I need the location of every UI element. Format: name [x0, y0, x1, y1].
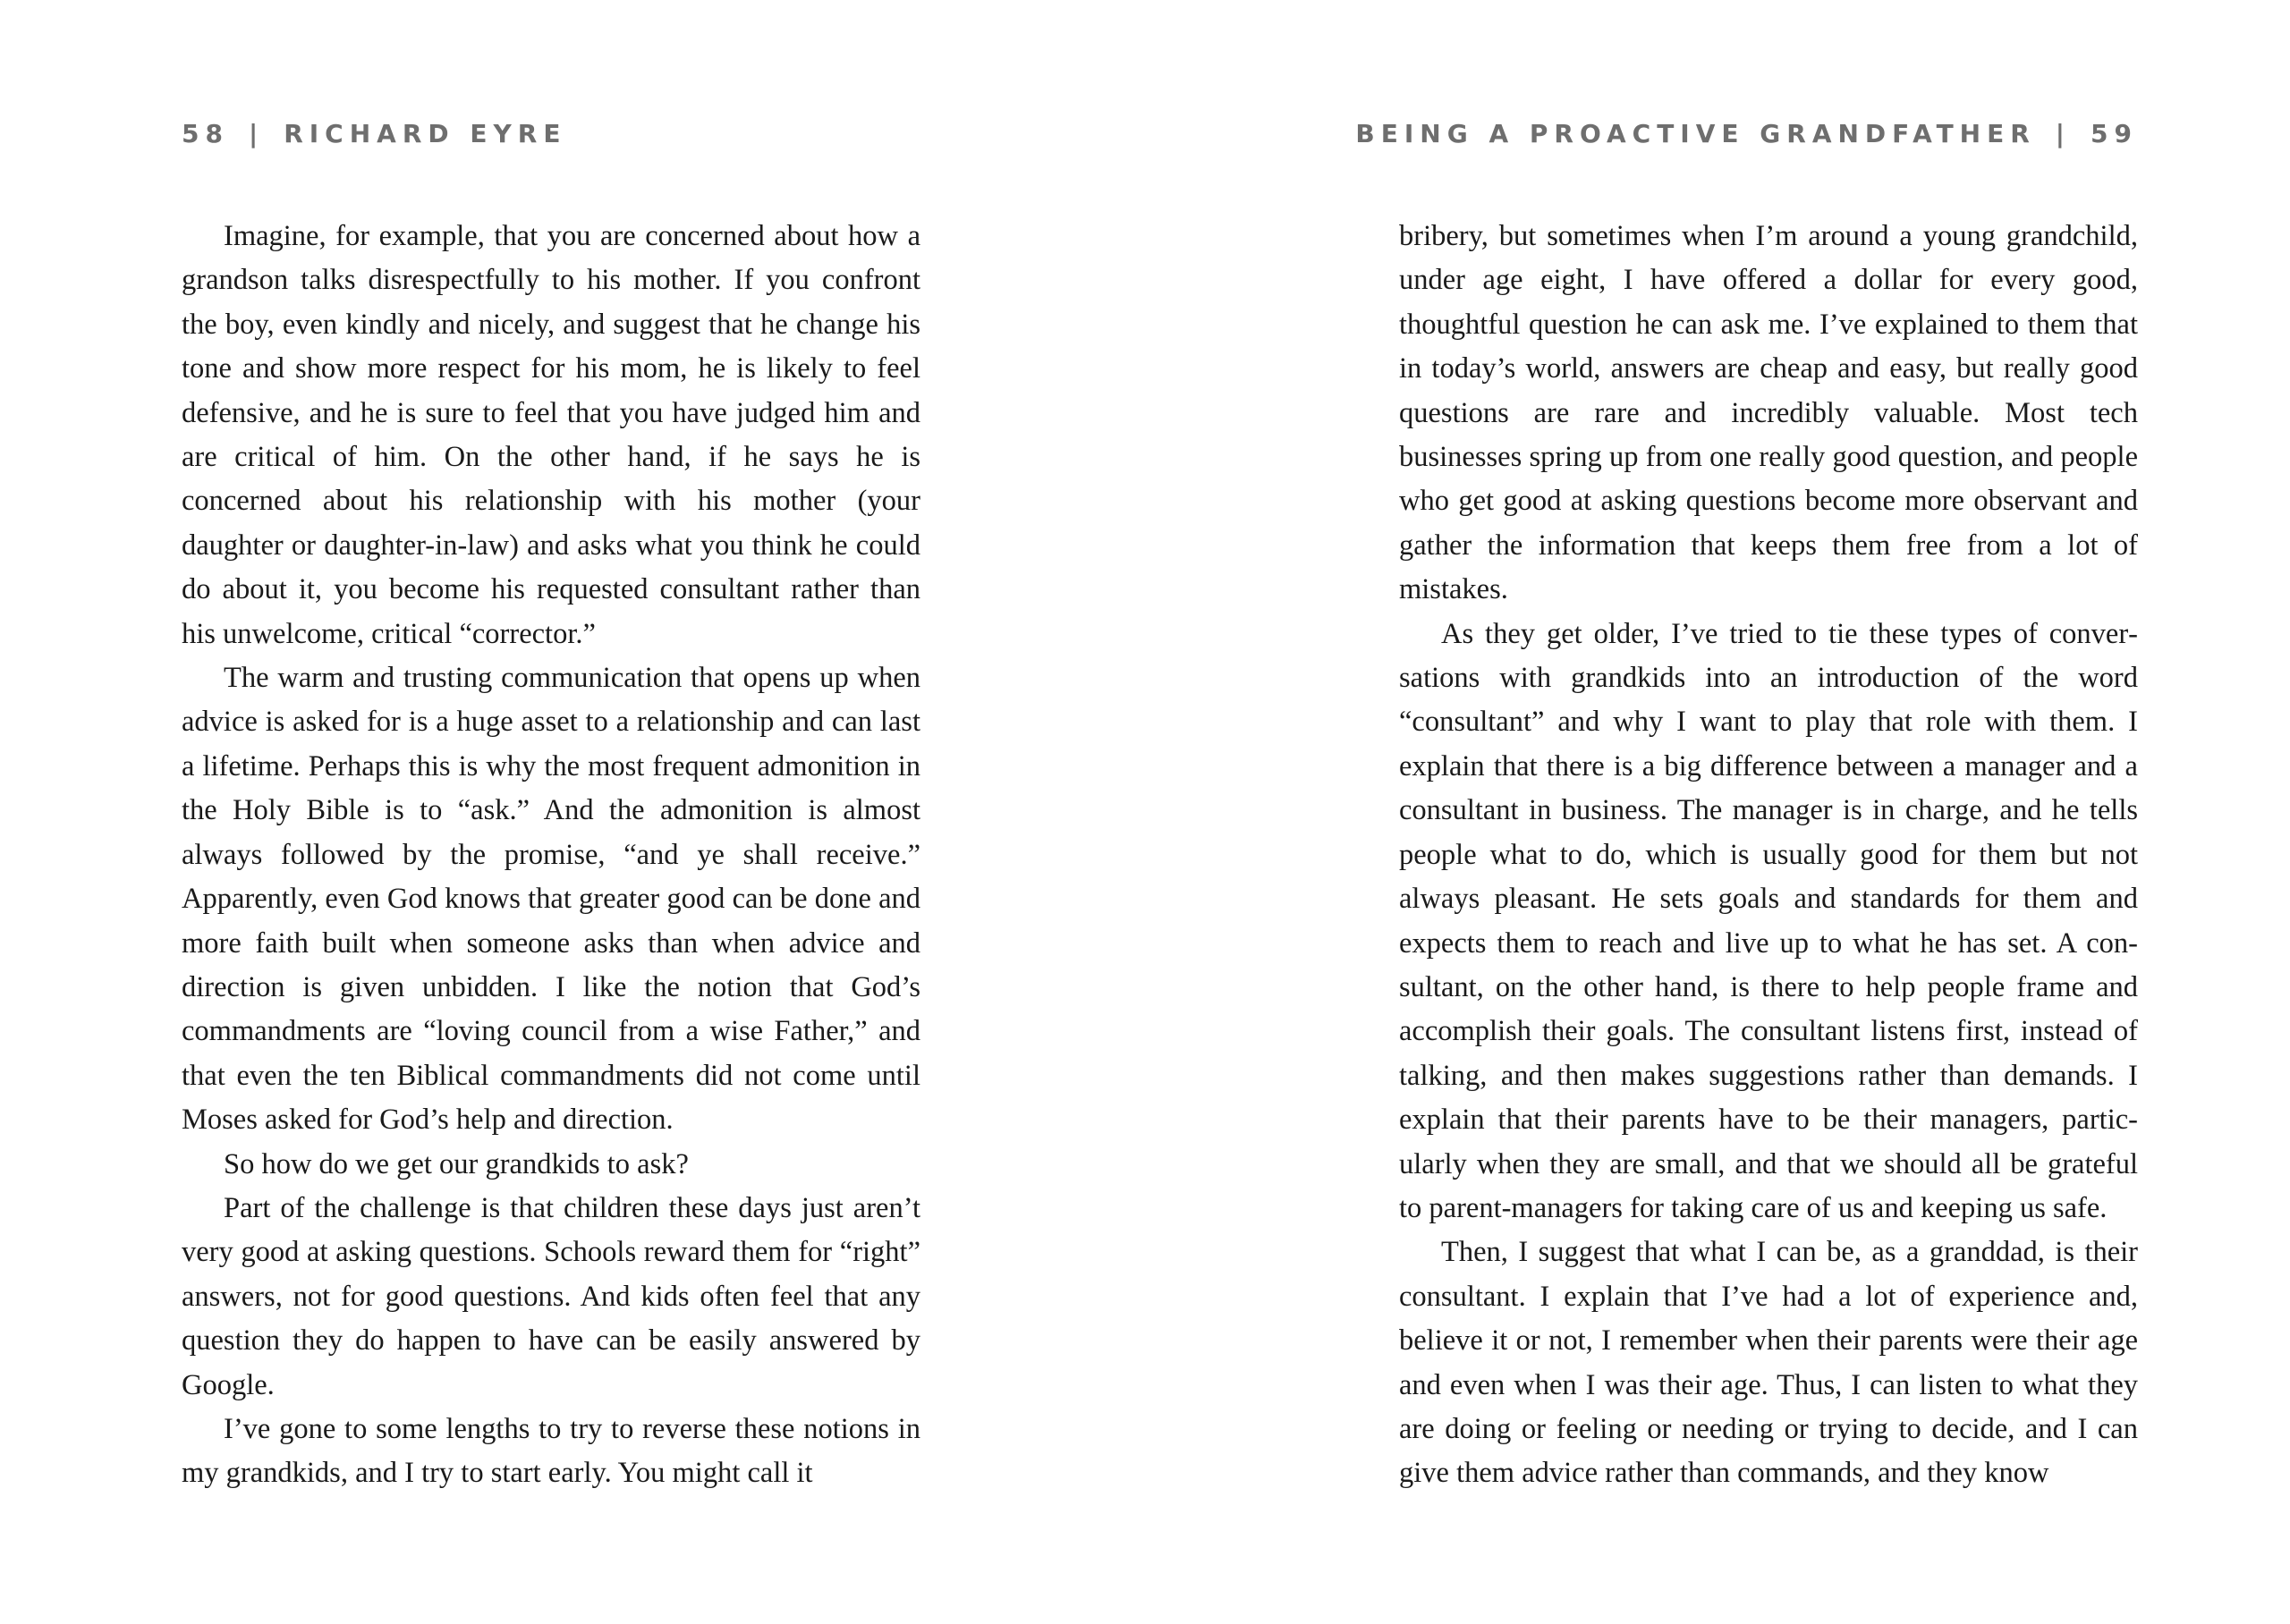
- paragraph: I’ve gone to some lengths to try to reverse these notions in my grandkids, and I try to start early. You might call it: [182, 1412, 920, 1490]
- paragraph: Part of the challenge is that children these days just aren’t very good at asking questions. Schools reward them for “right” answers, not for good questions. And kids often feel that any question they do happen to have can be easily answered by Google.: [182, 1191, 920, 1401]
- right-page: [1145, 0, 2290, 1624]
- right-head-separator: |: [2055, 119, 2072, 148]
- left-body-text: [182, 215, 920, 1496]
- left-author-name: RICHARD EYRE: [284, 119, 567, 148]
- right-book-title: BEING A PROACTIVE GRANDFATHER: [1355, 119, 2036, 148]
- paragraph: As they get older, I’ve tried to tie these types of conversations with grandkids into an introduction of the word “consultant” and why I want to play that role with them. I explain that there is a big difference between a manager and a consultant in business. The manager is in charge, and he tells people what to do, which is usually good for them but not always pleasant. He sets goals and standards for them and expects them to reach and live up to what he has set. A consultant, on the other hand, is there to help people frame and accomplish their goals. The consultant listens first, instead of talking, and then makes suggestions rather than demands. I explain that their parents have to be their managers, particularly when they are small, and that we should all be grateful to parent-managers for taking care of us and keeping us safe.: [1399, 617, 2138, 1224]
- right-running-head: [1355, 116, 2138, 152]
- right-body-text: [1399, 215, 2138, 1496]
- paragraph: So how do we get our grandkids to ask?: [224, 1147, 689, 1180]
- left-page-number: 58: [182, 119, 229, 148]
- left-head-separator: |: [248, 119, 265, 148]
- right-page-number: 59: [2091, 119, 2138, 148]
- paragraph: Then, I suggest that what I can be, as a granddad, is their consultant. I explain that I’ve had a lot of experience and, believe it or not, I remember when their parents were their age and even when I was their age. Thus, I can listen to what they are doing or feeling or needing or trying to decide, and I can give them advice rather than commands, and they know: [1399, 1236, 2138, 1490]
- paragraph: Imagine, for example, that you are concerned about how a grandson talks disrespectfully to his mother. If you confront the boy, even kindly and nicely, and suggest that he change his tone and show more respect for his mom, he is likely to feel defensive, and he is sure to feel that you have judged him and are critical of him. On the other hand, if he says he is concerned about his relationship with his mother (your daughter or daughter-in-law) and asks what you think he could do about it, you become his requested consultant rather than his unwelcome, critical “corrector.”: [182, 220, 920, 650]
- paragraph-continued: bribery, but sometimes when I’m around a young grandchild, under age eight, I have offered a dollar for every good, thoughtful question he can ask me. I’ve explained to them that in today’s world, answers are cheap and easy, but really good questions are rare and incredibly valuable. Most tech businesses spring up from one really good question, and people who get good at asking questions become more observant and gather the information that keeps them free from a lot of mistakes.: [1399, 220, 2138, 606]
- paragraph: The warm and trusting communication that opens up when advice is asked for is a huge asset to a relationship and can last a lifetime. Perhaps this is why the most frequent admonition in the Holy Bible is to “ask.” And the admonition is almost always followed by the promise, “and ye shall receive.” Apparently, even God knows that greater good can be done and more faith built when someone asks than when advice and direction is given unbidden. I like the notion that God’s commandments are “loving council from a wise Father,” and that even the ten Biblical commandments did not come until Moses asked for God’s help and direction.: [182, 662, 920, 1137]
- left-running-head: [182, 116, 566, 152]
